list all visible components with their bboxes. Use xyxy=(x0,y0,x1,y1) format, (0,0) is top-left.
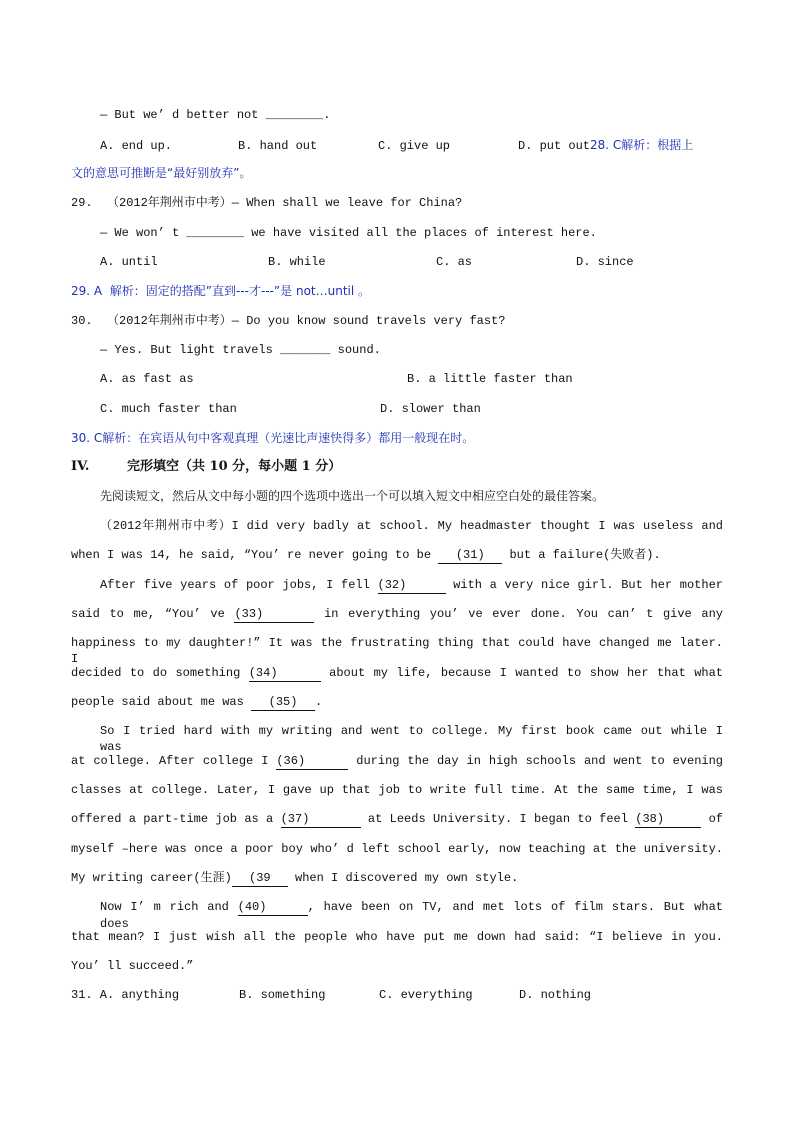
q30-options-ab xyxy=(100,371,723,387)
q29-line: — We won’ t ________ we have visited all the places of interest here. xyxy=(100,226,597,240)
passage-p1-line2: when I was 14, he said, “You’ re never going to be (31) but a failure(失败者). xyxy=(71,548,661,562)
passage-p4-line1: Now I’ m rich and (40) , have been on TV, and met lots of film stars. But what does xyxy=(100,900,723,931)
q29-stem: 29. （2012年荆州市中考）— When shall we leave for China? xyxy=(71,196,463,210)
passage-p3-line1: So I tried hard with my writing and went to college. My first book came out while I was xyxy=(100,724,723,754)
q29-answer: 29. A 解析：固定的搭配”直到---才---”是 not…until 。 xyxy=(71,284,371,298)
passage-p4-line3: You’ ll succeed.” xyxy=(71,959,194,973)
passage-p2-line2: said to me, “You’ ve (33) in everything you’ ve ever done. You can’ t give any xyxy=(71,607,723,621)
section-title: 完形填空（共 10 分，每小题 1 分） xyxy=(127,459,342,474)
q29-option-a: A. until xyxy=(100,255,158,269)
passage-p3-line4: offered a part-time job as a (37) at Leeds University. I began to feel (38) of xyxy=(71,812,723,826)
passage-p2-line1: After five years of poor jobs, I fell (32) with a very nice girl. But her mother xyxy=(100,578,723,592)
section-heading xyxy=(71,459,723,475)
q28-option-d: D. put out xyxy=(518,139,591,153)
blank-35[interactable]: (35) xyxy=(251,694,315,711)
q30-options-cd xyxy=(100,401,723,417)
passage-p2-line3: happiness to my daughter!” It was the frustrating thing that could have changed me later. I xyxy=(71,636,723,666)
q28-option-b: B. hand out xyxy=(238,139,318,153)
q28-answer-inline: 28. C解析：根据上 xyxy=(590,138,694,152)
passage-p2-line4: decided to do something (34) about my life, because I wanted to show her that what xyxy=(71,666,723,680)
q28-option-a: A. end up. xyxy=(100,139,173,153)
blank-32[interactable]: (32) xyxy=(378,577,446,594)
q31-option-a: 31. A. anything xyxy=(71,988,180,1002)
q30-option-d: D. slower than xyxy=(380,402,481,416)
q28-options xyxy=(100,137,723,154)
q28-answer-cont: 文的意思可推断是“最好别放弃”。 xyxy=(71,166,252,180)
passage-p3-line5: myself –here was once a poor boy who’ d left school early, now teaching at the university. xyxy=(71,842,723,856)
q31-option-d: D. nothing xyxy=(519,988,592,1002)
section-number: IV. xyxy=(71,459,90,474)
passage-p3-line3: classes at college. Later, I gave up that job to write full time. At the same time, I was xyxy=(71,783,723,797)
q29-option-d: D. since xyxy=(576,255,634,269)
q30-answer: 30. C解析：在宾语从句中客观真理（光速比声速快得多）都用一般现在时。 xyxy=(71,431,475,445)
blank-33[interactable]: (33) xyxy=(234,606,314,623)
blank-40[interactable]: (40) xyxy=(238,899,308,916)
q28-line: — But we’ d better not ________. xyxy=(100,108,331,122)
section-instruction: 先阅读短文，然后从文中每小题的四个选项中选出一个可以填入短文中相应空白处的最佳答案。 xyxy=(100,489,605,503)
passage-p3-line2: at college. After college I (36) during the day in high schools and went to evening xyxy=(71,754,723,768)
q29-option-b: B. while xyxy=(268,255,326,269)
blank-31[interactable]: (31) xyxy=(438,547,502,564)
passage-p2-line5: people said about me was (35) . xyxy=(71,695,323,709)
q30-line: — Yes. But light travels _______ sound. xyxy=(100,343,381,357)
passage-p1-line1: （2012年荆州市中考）I did very badly at school. My headmaster thought I was useless and xyxy=(100,519,723,533)
q30-option-b: B. a little faster than xyxy=(407,372,573,386)
q29-option-c: C. as xyxy=(436,255,473,269)
blank-37[interactable]: (37) xyxy=(281,811,361,828)
q29-options xyxy=(100,254,723,270)
blank-34[interactable]: (34) xyxy=(249,665,321,682)
blank-38[interactable]: (38) xyxy=(635,811,701,828)
passage-p3-line6: My writing career(生涯) (39 when I discovered my own style. xyxy=(71,871,519,885)
q31-option-c: C. everything xyxy=(379,988,473,1002)
q30-option-c: C. much faster than xyxy=(100,402,237,416)
blank-36[interactable]: (36) xyxy=(276,753,348,770)
q30-stem: 30. （2012年荆州市中考）— Do you know sound travels very fast? xyxy=(71,314,506,328)
blank-39[interactable]: (39 xyxy=(232,870,288,887)
q30-option-a: A. as fast as xyxy=(100,372,194,386)
q28-option-c: C. give up xyxy=(378,139,451,153)
q31-option-b: B. something xyxy=(239,988,326,1002)
q31-options xyxy=(71,987,723,1003)
passage-p4-line2: that mean? I just wish all the people who have put me down had said: “I believe in you. xyxy=(71,930,723,944)
